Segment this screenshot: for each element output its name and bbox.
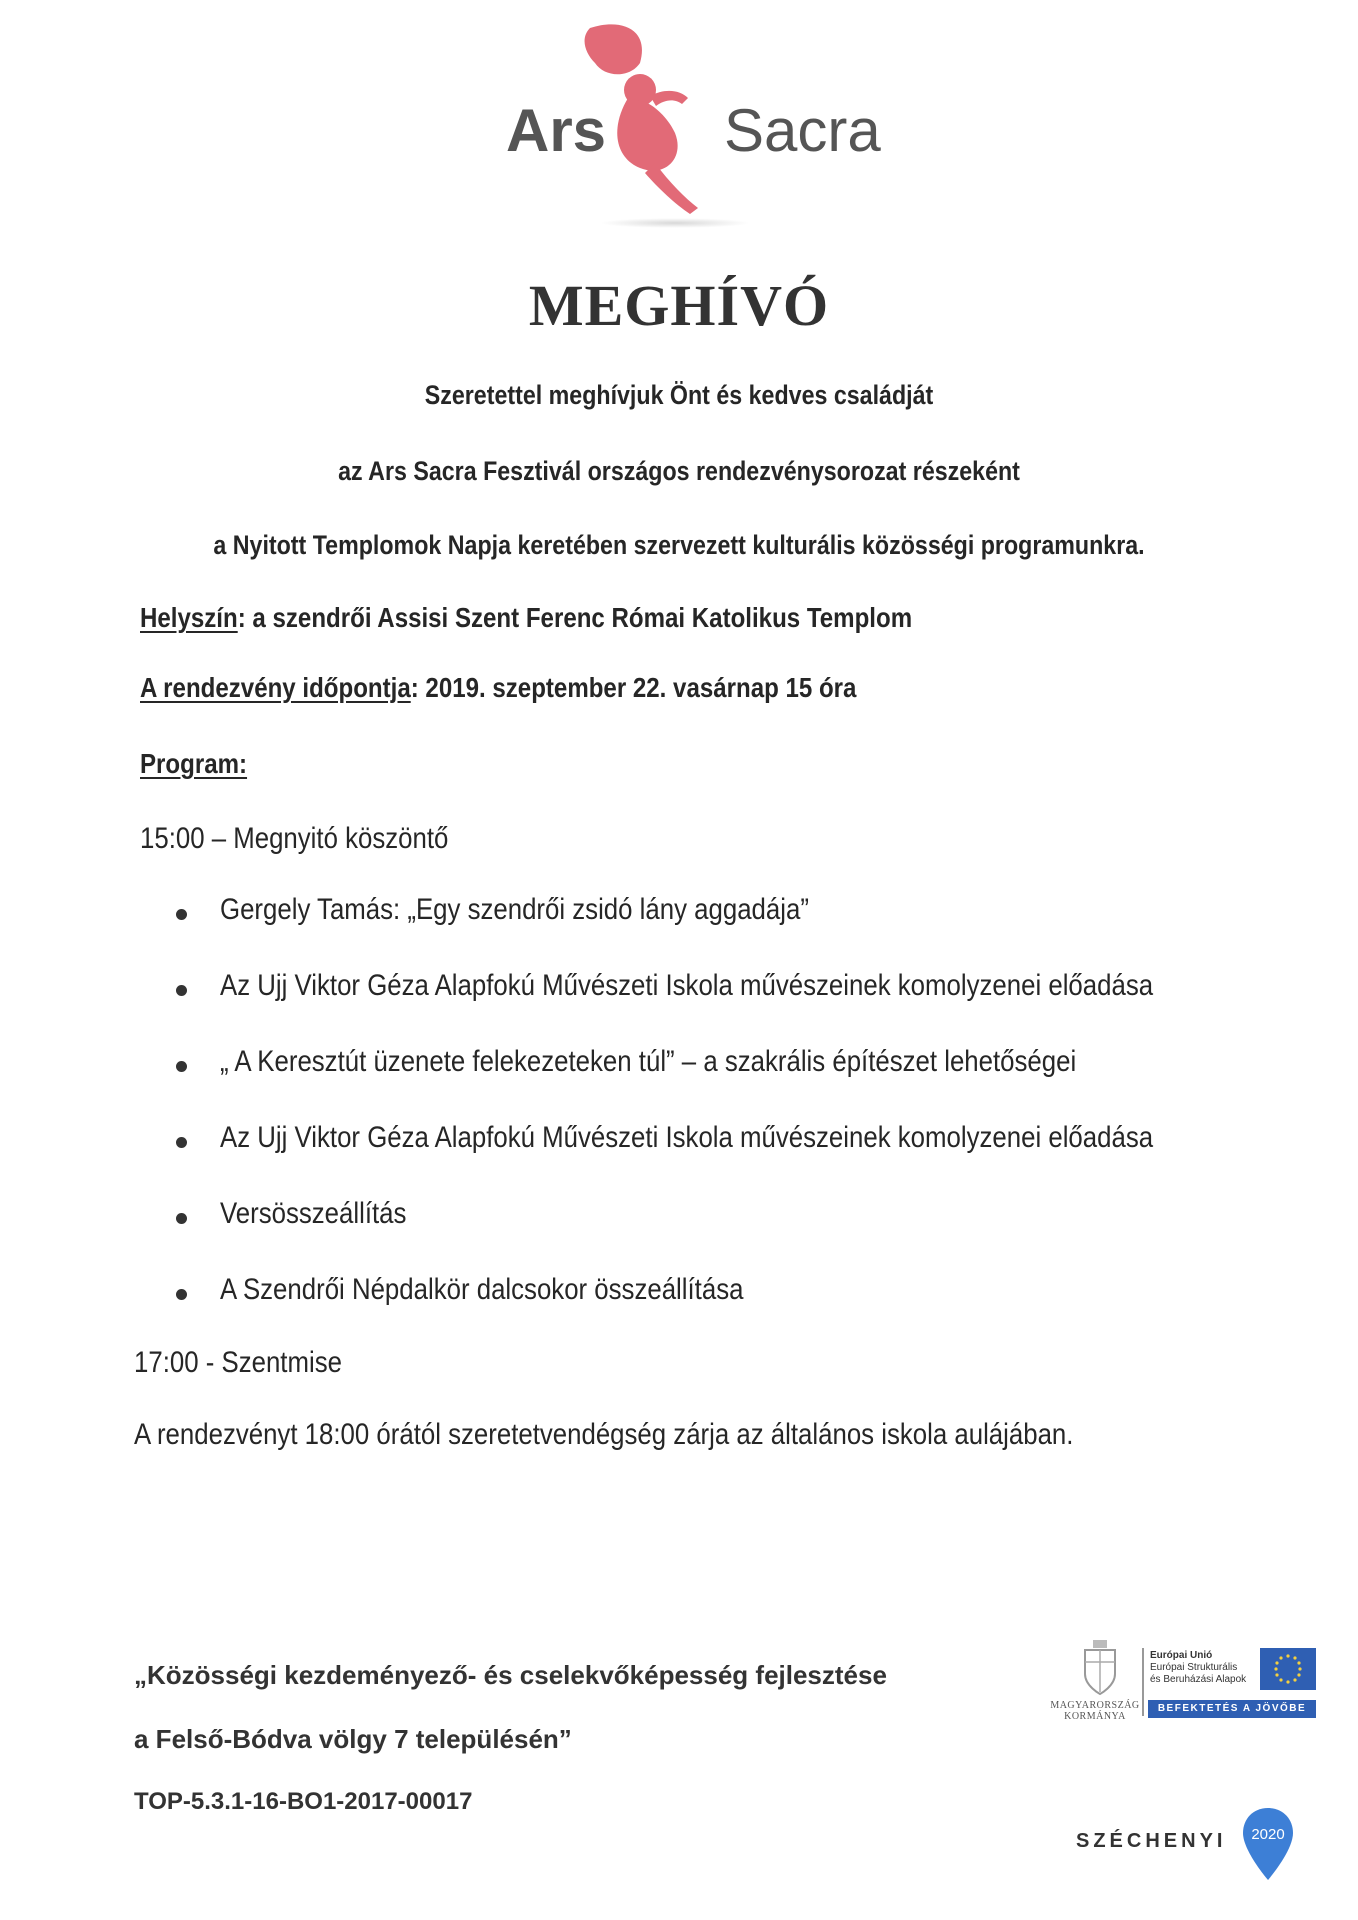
bullet-icon xyxy=(176,1137,187,1148)
szechenyi-pin-icon xyxy=(1240,1806,1296,1882)
program-heading xyxy=(140,748,247,780)
eu-label-line-3: és Beruházási Alapok xyxy=(1150,1674,1247,1685)
logo-word-sacra: Sacra xyxy=(724,97,881,164)
list-item-text: „ A Keresztút üzenete felekezeteken túl” – a szakrális építészet lehetőségei xyxy=(220,1045,1077,1078)
list-item-text: Gergely Tamás: „Egy szendrői zsidó lány aggadája” xyxy=(220,893,809,926)
list-item-text: Az Ujj Viktor Géza Alapfokú Művészeti Iskola művészeinek komolyzenei előadása xyxy=(220,1121,1154,1154)
divider xyxy=(1142,1648,1144,1716)
location-label: Helyszín xyxy=(140,602,238,633)
intro-line-1: Szeretettel meghívjuk Önt és kedves családját xyxy=(424,380,934,410)
szechenyi-label: SZÉCHENYI xyxy=(1076,1830,1227,1852)
eu-label xyxy=(1150,1650,1246,1686)
government-label-line-2: KORMÁNYA xyxy=(1064,1711,1126,1722)
intro-line-2: az Ars Sacra Fesztivál országos rendezvénysorozat részeként xyxy=(338,456,1020,486)
bullet-icon xyxy=(176,1061,187,1072)
location-value: : a szendrői Assisi Szent Ferenc Római Katolikus Templom xyxy=(237,602,913,633)
date-value: : 2019. szeptember 22. vasárnap 15 óra xyxy=(410,672,857,703)
bullet-icon xyxy=(176,1289,187,1300)
opening-line: 15:00 – Megnyitó köszöntő xyxy=(140,822,449,855)
bullet-icon xyxy=(176,985,187,996)
date-label: A rendezvény időpontja xyxy=(140,672,411,703)
intro-line-3: a Nyitott Templomok Napja keretében szervezett kulturális közösségi programunkra. xyxy=(213,530,1145,560)
eu-flag-icon xyxy=(1260,1648,1316,1690)
government-label-line-1: MAGYARORSZÁG xyxy=(1050,1700,1140,1711)
project-title-line-2: a Felső-Bódva völgy 7 településén” xyxy=(134,1724,572,1754)
list-item-text: A Szendrői Népdalkör dalcsokor összeállítása xyxy=(220,1273,744,1306)
bullet-icon xyxy=(176,909,187,920)
program-label: Program: xyxy=(140,748,248,779)
eu-banner: BEFEKTETÉS A JÖVŐBE xyxy=(1148,1700,1316,1718)
logo-shadow xyxy=(600,218,750,228)
hungarian-crest-icon xyxy=(1075,1638,1125,1698)
government-label xyxy=(1045,1700,1145,1722)
eu-label-line-2: Európai Strukturális xyxy=(1150,1662,1238,1673)
closing-line: A rendezvényt 18:00 órától szeretetvendégség zárja az általános iskola aulájában. xyxy=(134,1418,1074,1451)
bullet-icon xyxy=(176,1213,187,1224)
project-title-line-1: „Közösségi kezdeményező- és cselekvőképesség fejlesztése xyxy=(134,1660,887,1690)
list-item-text: Versösszeállítás xyxy=(220,1197,407,1230)
eu-label-line-1: Európai Unió xyxy=(1150,1650,1213,1661)
logo-word-ars: Ars xyxy=(506,97,607,164)
mass-line: 17:00 - Szentmise xyxy=(134,1346,342,1379)
project-code: TOP-5.3.1-16-BO1-2017-00017 xyxy=(134,1788,473,1815)
list-item-text: Az Ujj Viktor Géza Alapfokú Művészeti Iskola művészeinek komolyzenei előadása xyxy=(220,969,1154,1002)
date-line xyxy=(140,672,856,704)
szechenyi-year: 2020 xyxy=(1251,1826,1285,1843)
location-line xyxy=(140,602,912,634)
page-title: MEGHÍVÓ xyxy=(528,273,830,338)
